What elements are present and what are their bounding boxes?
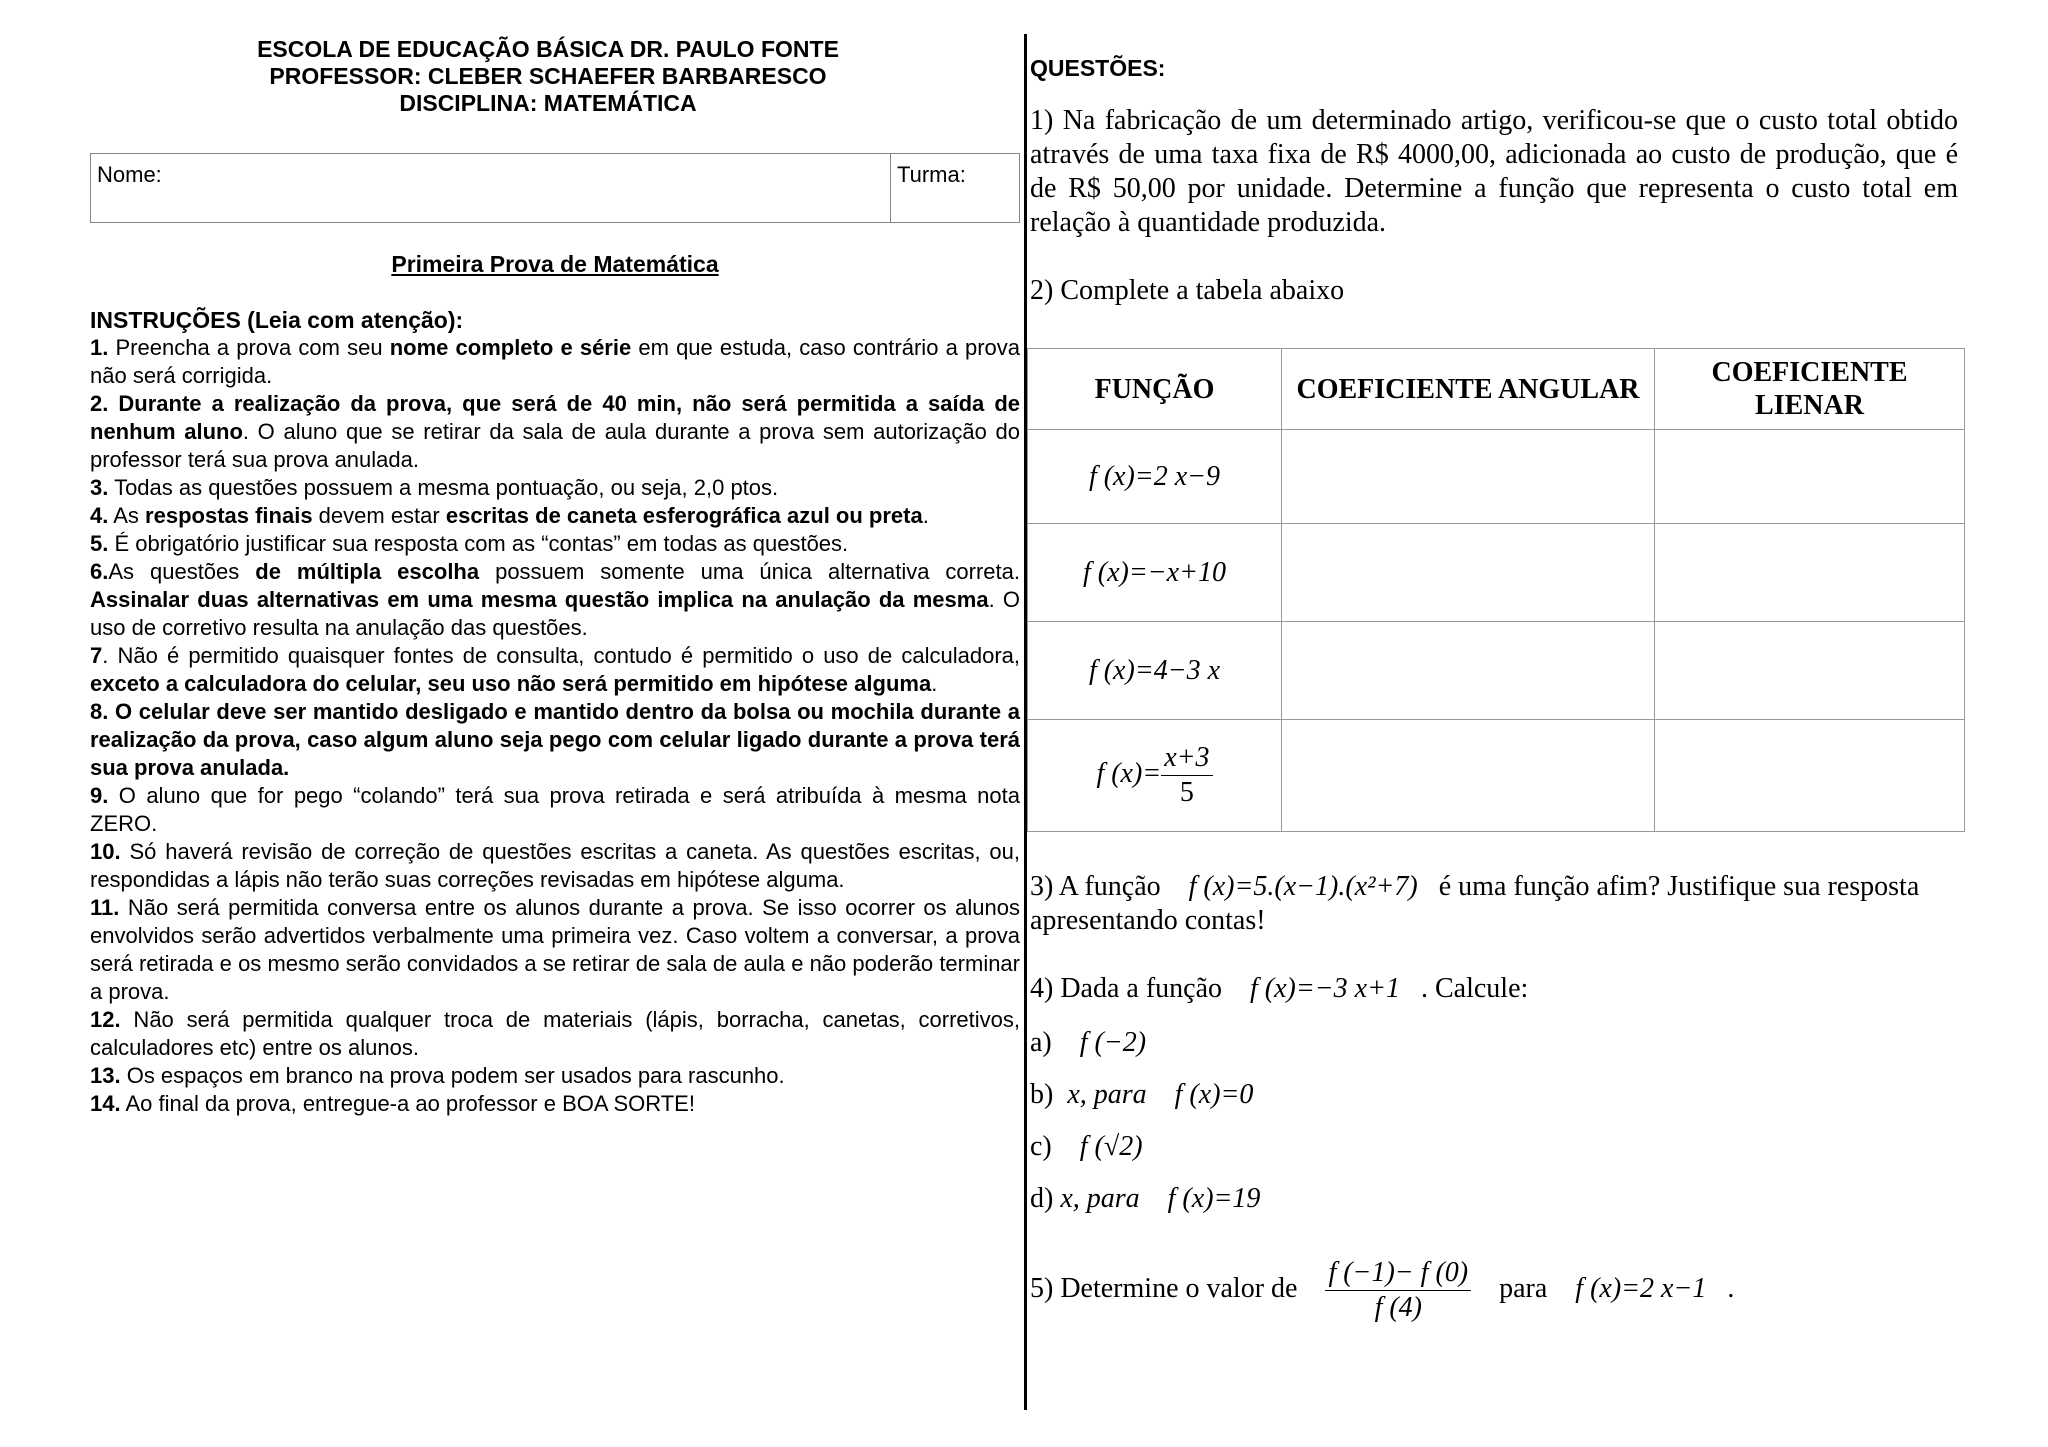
- function-cell: [1028, 720, 1282, 832]
- instructions-title: INSTRUÇÕES (Leia com atenção):: [90, 307, 464, 333]
- instruction-item: [90, 782, 1020, 838]
- instruction-item: [90, 502, 1020, 530]
- school-name: ESCOLA DE EDUCAÇÃO BÁSICA DR. PAULO FONTE: [257, 36, 839, 62]
- question-1: 1) Na fabricação de um determinado artigo, verificou-se que o custo total obtido através de uma taxa fixa de R$ 4000,00, adicionada ao custo de produção, que é de R$ 50,00 por unidade. Determine a função que representa o custo total em relação à quantidade produzida.: [1030, 105, 1958, 238]
- instruction-text: Não será permitida conversa entre os alunos durante a prova. Se isso ocorrer os alunos envolvidos serão advertidos verbalmente uma primeira vez. Caso voltem a conversar, a prova será retirada e os mesmo serão convidados a se retirar de sala de aula e não poderão terminar a prova.: [90, 895, 1020, 1004]
- instruction-item: [90, 474, 1020, 502]
- instruction-bold-text: nome completo e série: [389, 335, 632, 360]
- q4-prefix: 4) Dada a função: [1030, 973, 1223, 1004]
- instruction-item: [90, 390, 1020, 474]
- instruction-text: Ao final da prova, entregue-a ao professor e BOA SORTE!: [120, 1091, 695, 1116]
- instruction-text: devem estar: [312, 503, 446, 528]
- question-5: [1030, 1256, 1958, 1325]
- instructions-list: [90, 334, 1020, 1118]
- item-math: f (x)=0: [1174, 1079, 1254, 1110]
- linear-answer-cell[interactable]: [1655, 524, 1965, 622]
- fraction: [1161, 741, 1212, 810]
- questions-title: QUESTÕES:: [1030, 55, 1166, 81]
- instruction-bold-text: de múltipla escolha: [255, 559, 480, 584]
- instruction-bold-text: 4.: [90, 503, 109, 528]
- instruction-text: em que estuda, caso contrário a prova não será corrigida.: [90, 335, 1020, 388]
- function-cell: f (x)=4−3 x: [1028, 622, 1282, 720]
- q3-suffix: é uma função afim? Justifique sua resposta apresentando contas!: [1030, 871, 1920, 936]
- fraction-numerator: x+3: [1161, 741, 1212, 776]
- item-label: a): [1030, 1027, 1052, 1058]
- instruction-text: possuem somente uma única alternativa correta.: [479, 559, 1021, 584]
- instruction-item: [90, 530, 1020, 558]
- q5-numerator: f (−1)− f (0): [1325, 1256, 1471, 1291]
- table-header-row: [1028, 349, 1965, 430]
- instruction-text: Os espaços em branco na prova podem ser usados para rascunho.: [120, 1063, 785, 1088]
- item-text: x, para: [1067, 1079, 1147, 1110]
- angular-answer-cell[interactable]: [1282, 720, 1655, 832]
- q4-suffix: . Calcule:: [1420, 973, 1529, 1004]
- table-row: [1028, 720, 1965, 832]
- header-angular-coefficient: COEFICIENTE ANGULAR: [1282, 349, 1655, 430]
- q3-prefix: 3) A função: [1030, 871, 1161, 902]
- professor-name: PROFESSOR: CLEBER SCHAEFER BARBARESCO: [269, 63, 827, 89]
- instruction-bold-text: 8. O celular deve ser mantido desligado e mantido dentro da bolsa ou mochila durante a realização da prova, caso algum aluno seja pego com celular ligado durante a prova terá sua prova anulada.: [90, 699, 1020, 780]
- instruction-bold-text: 2. Durante a realização da prova, que será de 40 min, não será permitida a saída de nenhum aluno: [90, 391, 1020, 444]
- instruction-text: .: [922, 503, 929, 528]
- header-function: FUNÇÃO: [1028, 349, 1282, 430]
- item-label: c): [1030, 1131, 1052, 1162]
- instruction-item: [90, 838, 1020, 894]
- instruction-text: Preencha a prova com seu: [108, 335, 390, 360]
- q5-function: f (x)=2 x−1: [1575, 1272, 1707, 1304]
- angular-answer-cell[interactable]: [1282, 622, 1655, 720]
- table-row: [1028, 622, 1965, 720]
- instruction-bold-text: 13.: [90, 1063, 121, 1088]
- instruction-item: [90, 642, 1020, 698]
- item-math: f (−2): [1079, 1027, 1147, 1058]
- fraction-lhs: f (x)=: [1096, 757, 1162, 789]
- item-text: x, para: [1060, 1183, 1140, 1214]
- linear-answer-cell[interactable]: [1655, 430, 1965, 524]
- function-cell: f (x)=2 x−9: [1028, 430, 1282, 524]
- q3-function: f (x)=5.(x−1).(x²+7): [1188, 871, 1418, 902]
- instruction-item: [90, 334, 1020, 390]
- instruction-text: . O uso de corretivo resulta na anulação das questões.: [90, 587, 1020, 640]
- fraction-denominator: 5: [1179, 777, 1194, 808]
- right-column: [1030, 55, 1958, 1325]
- header-linear-coefficient: COEFICIENTE LIENAR: [1655, 349, 1965, 430]
- instruction-text: . O aluno que se retirar da sala de aula durante a prova sem autorização do professor terá sua prova anulada.: [90, 419, 1020, 472]
- question-3: [1030, 870, 1958, 938]
- angular-answer-cell[interactable]: [1282, 430, 1655, 524]
- q5-denominator: f (4): [1374, 1292, 1422, 1323]
- instruction-bold-text: exceto a calculadora do celular, seu uso não será permitido em hipótese alguma: [90, 671, 932, 696]
- student-info-box: [90, 153, 1020, 223]
- q5-mid: para: [1499, 1272, 1548, 1304]
- item-label: b): [1030, 1079, 1054, 1110]
- table-row: [1028, 430, 1965, 524]
- instruction-bold-text: Assinalar duas alternativas em uma mesma questão implica na anulação da mesma: [90, 587, 989, 612]
- q4-item-a: [1030, 1026, 1958, 1060]
- instruction-bold-text: escritas de caneta esferográfica azul ou preta: [445, 503, 923, 528]
- instruction-bold-text: 14.: [90, 1091, 121, 1116]
- question-2: 2) Complete a tabela abaixo: [1030, 275, 1345, 306]
- q5-fraction: [1325, 1256, 1471, 1325]
- instruction-item: [90, 698, 1020, 782]
- instruction-bold-text: 9.: [90, 783, 109, 808]
- instruction-bold-text: 5.: [90, 531, 109, 556]
- instruction-bold-text: 11.: [90, 895, 120, 920]
- table-row: [1028, 524, 1965, 622]
- instruction-text: Só haverá revisão de correção de questões escritas a caneta. As questões escritas, ou, respondidas a lápis não terão suas correções revisadas em hipótese alguma.: [90, 839, 1020, 892]
- angular-answer-cell[interactable]: [1282, 524, 1655, 622]
- name-label: Nome:: [97, 162, 162, 187]
- class-field[interactable]: [891, 154, 1019, 222]
- discipline-name: DISCIPLINA: MATEMÁTICA: [399, 90, 697, 116]
- item-label: d): [1030, 1183, 1054, 1214]
- instruction-item: [90, 894, 1020, 1006]
- q4-function: f (x)=−3 x+1: [1250, 973, 1400, 1004]
- instruction-text: Não será permitida qualquer troca de materiais (lápis, borracha, canetas, corretivos, calculadores etc) entre os alunos.: [90, 1007, 1020, 1060]
- instruction-text: As: [108, 503, 146, 528]
- item-math: f (√2): [1079, 1131, 1143, 1162]
- instruction-bold-text: 3.: [90, 475, 109, 500]
- instruction-bold-text: 12.: [90, 1007, 121, 1032]
- instruction-text: . Não é permitido quaisquer fontes de consulta, contudo é permitido o uso de calculadora,: [102, 643, 1020, 668]
- instruction-item: [90, 1062, 1020, 1090]
- q5-prefix: 5) Determine o valor de: [1030, 1272, 1298, 1304]
- q4-item-d: [1030, 1182, 1958, 1216]
- function-cell: f (x)=−x+10: [1028, 524, 1282, 622]
- linear-answer-cell[interactable]: [1655, 720, 1965, 832]
- q4-item-c: [1030, 1130, 1958, 1164]
- instruction-text: Todas as questões possuem a mesma pontuação, ou seja, 2,0 ptos.: [108, 475, 779, 500]
- q5-end: .: [1727, 1272, 1735, 1304]
- left-column: [90, 36, 1020, 1118]
- name-field[interactable]: [91, 154, 891, 222]
- instruction-text: As questões: [108, 559, 256, 584]
- instruction-text: É obrigatório justificar sua resposta com as “contas” em todas as questões.: [108, 531, 849, 556]
- instruction-item: [90, 1090, 1020, 1118]
- instruction-bold-text: 10.: [90, 839, 121, 864]
- exam-title: Primeira Prova de Matemática: [391, 251, 719, 277]
- instruction-text: .: [931, 671, 938, 696]
- instruction-text: O aluno que for pego “colando” terá sua prova retirada e será atribuída à mesma nota ZERO.: [90, 783, 1020, 836]
- linear-answer-cell[interactable]: [1655, 622, 1965, 720]
- q4-item-b: [1030, 1078, 1958, 1112]
- coefficients-table: [1027, 348, 1965, 832]
- instruction-bold-text: 7: [90, 643, 103, 668]
- instruction-item: [90, 558, 1020, 642]
- instruction-bold-text: 1.: [90, 335, 109, 360]
- instruction-bold-text: respostas finais: [145, 503, 313, 528]
- instruction-item: [90, 1006, 1020, 1062]
- instruction-bold-text: 6.: [90, 559, 109, 584]
- item-math: f (x)=19: [1167, 1183, 1261, 1214]
- question-4: [1030, 972, 1958, 1006]
- class-label: Turma:: [897, 162, 966, 187]
